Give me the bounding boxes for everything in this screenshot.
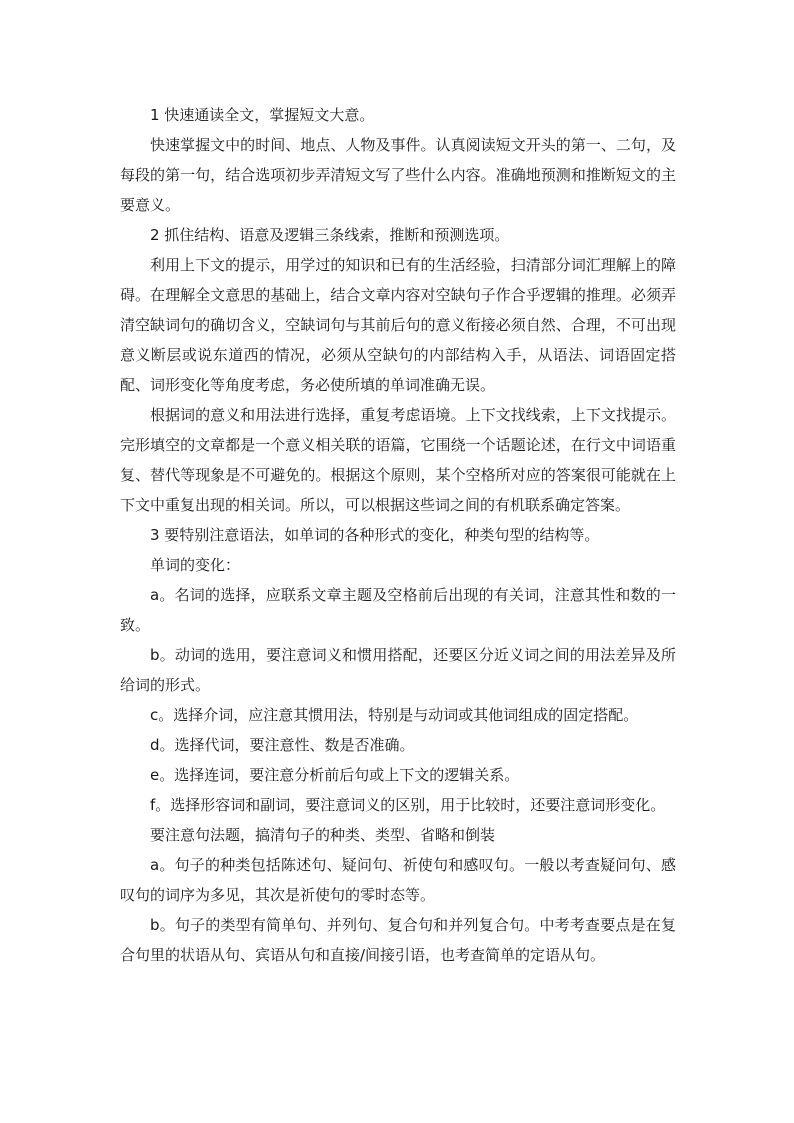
paragraph: 利用上下文的提示，用学过的知识和已有的生活经验，扫清部分词汇理解上的障碍。在理解全文意思的基础上，结合文章内容对空缺句子作合乎逻辑的推理。必须弄清空缺词句的确切含义，空缺词句与其前后句的意义衔接必须自然、合理，不可出现意义断层或说东道西的情况，必须从空缺句的内部结构入手，从语法、词语固定搭配、词形变化等角度考虑，务必使所填的单词准确无误。	[120, 256, 676, 394]
list-item-a: a。句子的种类包括陈述句、疑问句、祈使句和感叹句。一般以考查疑问句、感叹句的词序为多见，其次是祈使句的零时态等。	[120, 856, 676, 904]
document-body	[120, 100, 676, 970]
list-item-f: f。选择形容词和副词，要注意词义的区别，用于比较时，还要注意词形变化。	[150, 796, 666, 814]
paragraph: 快速掌握文中的时间、地点、人物及事件。认真阅读短文开头的第一、二句，及每段的第一句，结合选项初步弄清短文写了些什么内容。准确地预测和推断短文的主要意义。	[120, 136, 676, 214]
list-item-b: b。动词的选用，要注意词义和惯用搭配，还要区分近义词之间的用法差异及所给词的形式。	[120, 646, 676, 694]
list-item-c: c。选择介词，应注意其惯用法，特别是与动词或其他词组成的固定搭配。	[150, 706, 639, 724]
subheading-word-changes: 单词的变化：	[150, 556, 241, 574]
list-item-d: d。选择代词，要注意性、数是否准确。	[150, 736, 415, 754]
paragraph: 根据词的意义和用法进行选择，重复考虑语境。上下文找线索，上下文找提示。完形填空的文章都是一个意义相关联的语篇，它围绕一个话题论述，在行文中词语重复、替代等现象是不可避免的。根据这个原则，某个空格所对应的答案很可能就在上下文中重复出现的相关词。所以，可以根据这些词之间的有机联系确定答案。	[120, 406, 676, 514]
list-item-e: e。选择连词，要注意分析前后句或上下文的逻辑关系。	[150, 766, 520, 784]
list-item-a: a。名词的选择，应联系文章主题及空格前后出现的有关词，注意其性和数的一致。	[120, 586, 676, 634]
list-item-b: b。句子的类型有简单句、并列句、复合句和并列复合句。中考考查要点是在复合句里的状语从句、宾语从句和直接/间接引语，也考查简单的定语从句。	[120, 916, 676, 964]
heading-1: 1 快速通读全文，掌握短文大意。	[150, 106, 375, 124]
heading-2: 2 抓住结构、语意及逻辑三条线索，推断和预测选项。	[150, 226, 510, 244]
subheading-syntax: 要注意句法题，搞清句子的种类、类型、省略和倒装	[150, 826, 496, 844]
heading-3: 3 要特别注意语法，如单词的各种形式的变化，种类句型的结构等。	[150, 526, 600, 544]
